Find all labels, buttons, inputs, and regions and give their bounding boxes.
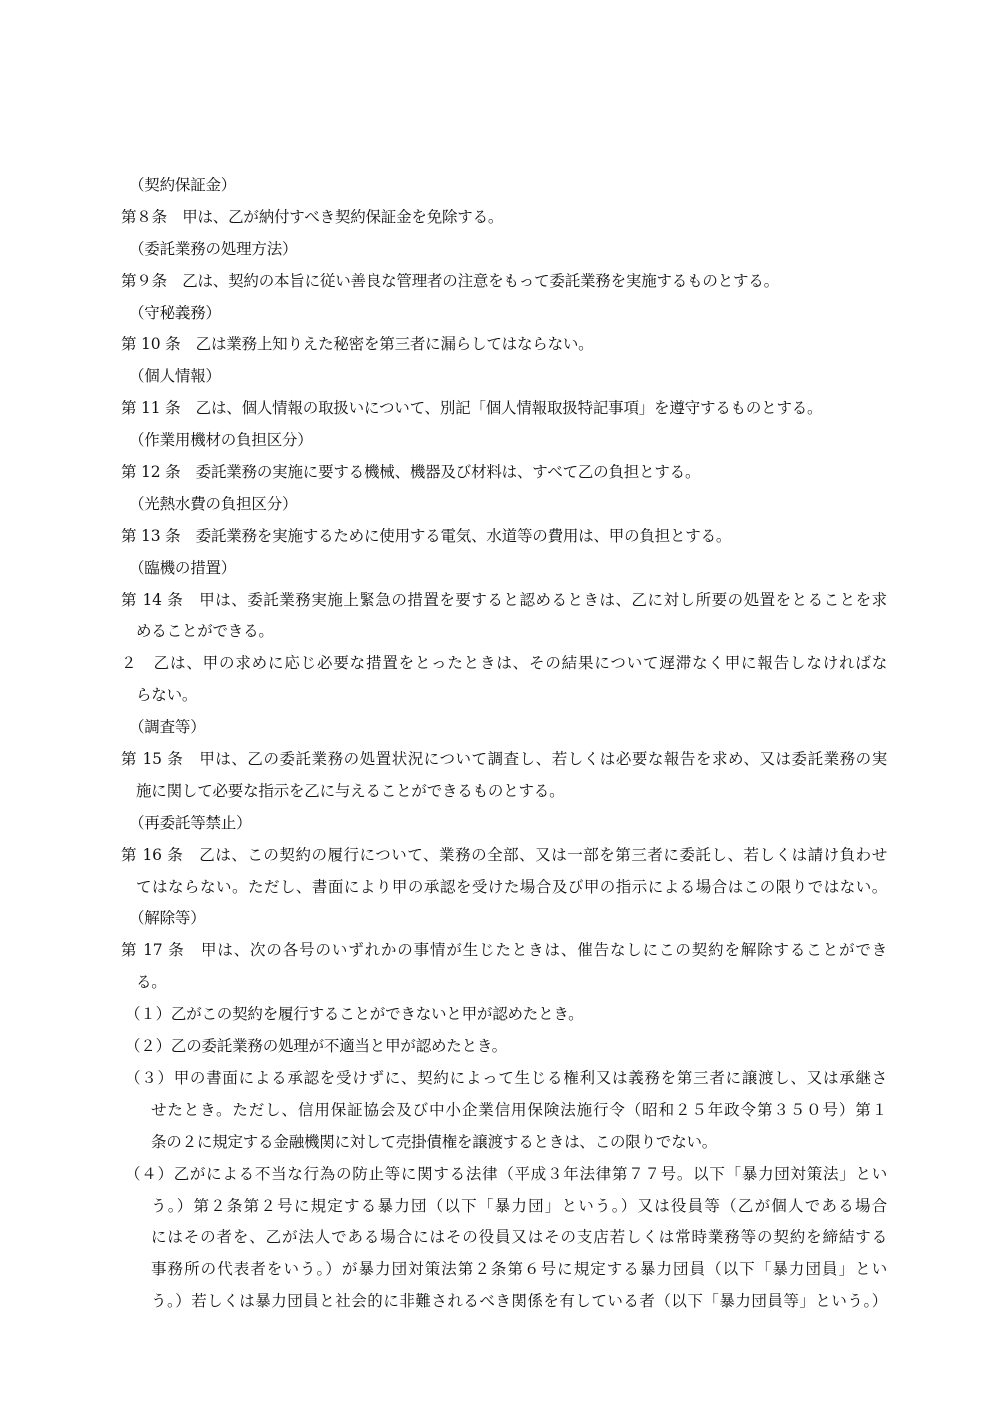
article-continuation: めることができる。 bbox=[136, 622, 274, 641]
list-item-continuation: 条の２に規定する金融機関に対して売掛債権を譲渡するときは、この限りでない。 bbox=[151, 1132, 718, 1151]
list-item-continuation: 事務所の代表者をいう。）が暴力団対策法第２条第６号に規定する暴力団員（以下「暴力団員」とい bbox=[151, 1260, 887, 1279]
article-text: 第 15 条 甲は、乙の委託業務の処置状況について調査し、若しくは必要な報告を求め、又は委託業務の実 bbox=[121, 750, 887, 769]
article-text: 第 17 条 甲は、次の各号のいずれかの事情が生じたときは、催告なしにこの契約を解除することができ bbox=[121, 941, 887, 960]
article-heading: （個人情報） bbox=[129, 367, 221, 386]
article-heading: （作業用機材の負担区分） bbox=[129, 431, 313, 450]
list-item: （１）乙がこの契約を履行することができないと甲が認めたとき。 bbox=[125, 1005, 584, 1024]
article-heading: （再委託等禁止） bbox=[129, 813, 252, 832]
article-heading: （光熱水費の負担区分） bbox=[129, 494, 298, 513]
article-heading: （守秘義務） bbox=[129, 303, 221, 322]
article-continuation: 施に関して必要な指示を乙に与えることができるものとする。 bbox=[136, 781, 565, 800]
list-item-continuation: う。）若しくは暴力団員と社会的に非難されるべき関係を有している者（以下「暴力団員等」という。） bbox=[151, 1292, 887, 1311]
article-heading: （解除等） bbox=[129, 909, 206, 928]
contract-text-body bbox=[121, 170, 887, 1318]
article-text: 第 13 条 委託業務を実施するために使用する電気、水道等の費用は、甲の負担とする。 bbox=[121, 526, 732, 545]
list-item: （３）甲の書面による承認を受けずに、契約によって生じる権利又は義務を第三者に譲渡し、又は承継さ bbox=[125, 1068, 887, 1087]
list-item: （４）乙がによる不当な行為の防止等に関する法律（平成３年法律第７７号。以下「暴力団対策法」とい bbox=[125, 1164, 887, 1183]
list-item-continuation: せたとき。ただし、信用保証協会及び中小企業信用保険法施行令（昭和２５年政令第３５０号）第１ bbox=[151, 1100, 887, 1119]
article-heading: （調査等） bbox=[129, 718, 206, 737]
article-text: 第 10 条 乙は業務上知りえた秘密を第三者に漏らしてはならない。 bbox=[121, 335, 594, 354]
article-text: 第 12 条 委託業務の実施に要する機械、機器及び材料は、すべて乙の負担とする。 bbox=[121, 463, 701, 482]
article-text: 第９条 乙は、契約の本旨に従い善良な管理者の注意をもって委託業務を実施するものとする。 bbox=[121, 271, 779, 290]
article-text: 第 16 条 乙は、この契約の履行について、業務の全部、又は一部を第三者に委託し、若しくは請け負わせ bbox=[121, 845, 887, 864]
list-item-continuation: う。）第２条第２号に規定する暴力団（以下「暴力団」という。）又は役員等（乙が個人である場合 bbox=[151, 1196, 887, 1215]
paragraph-text: ２ 乙は、甲の求めに応じ必要な措置をとったときは、その結果について遅滞なく甲に報告しなければな bbox=[121, 654, 887, 673]
article-continuation: る。 bbox=[136, 973, 167, 992]
article-heading: （契約保証金） bbox=[129, 176, 237, 194]
article-continuation: らない。 bbox=[136, 686, 198, 705]
article-heading: （委託業務の処理方法） bbox=[129, 239, 298, 258]
article-continuation: てはならない。ただし、書面により甲の承認を受けた場合及び甲の指示による場合はこの限りではない。 bbox=[136, 877, 887, 896]
article-text: 第 11 条 乙は、個人情報の取扱いについて、別記「個人情報取扱特記事項」を遵守するものとする。 bbox=[121, 399, 823, 418]
article-heading: （臨機の措置） bbox=[129, 558, 237, 577]
list-item: （２）乙の委託業務の処理が不適当と甲が認めたとき。 bbox=[125, 1037, 507, 1056]
article-text: 第８条 甲は、乙が納付すべき契約保証金を免除する。 bbox=[121, 207, 504, 226]
list-item-continuation: にはその者を、乙が法人である場合にはその役員又はその支店若しくは常時業務等の契約を締結する bbox=[151, 1228, 887, 1247]
article-text: 第 14 条 甲は、委託業務実施上緊急の措置を要すると認めるときは、乙に対し所要の処置をとることを求 bbox=[121, 590, 887, 609]
